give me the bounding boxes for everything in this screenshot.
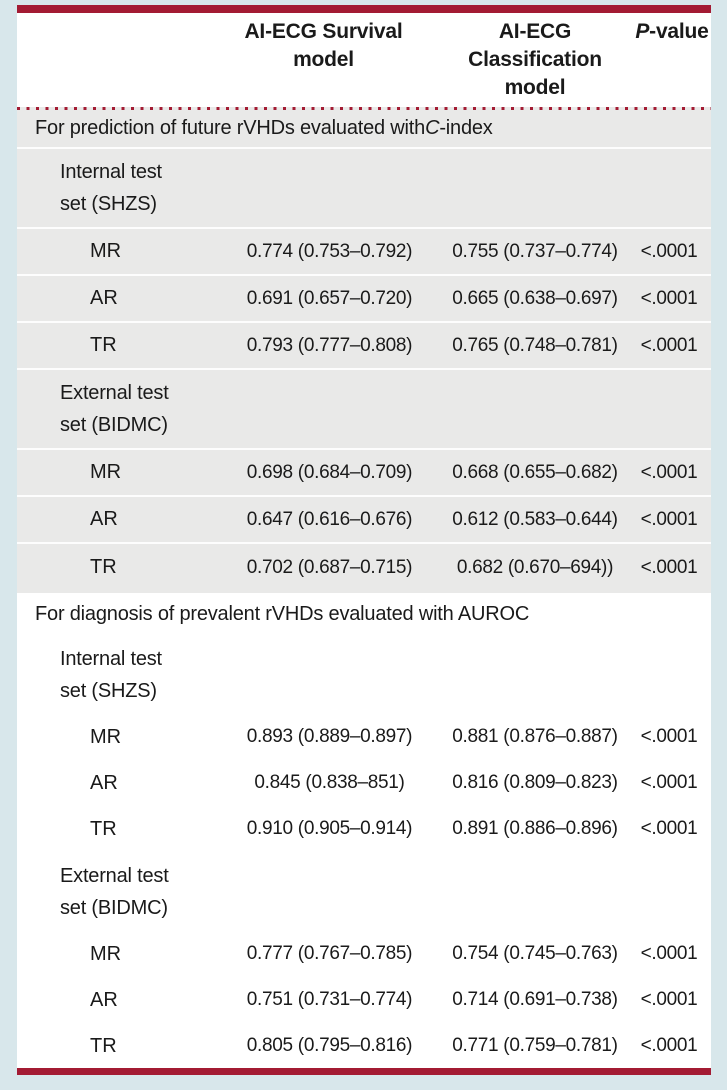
table-row <box>17 229 711 276</box>
group-external-test-set <box>17 852 711 931</box>
group-external-test-set <box>17 370 711 450</box>
classification-value: 0.668 (0.655–0.682) <box>452 461 618 483</box>
table-row <box>17 977 711 1023</box>
results-table <box>17 5 711 1075</box>
row-label: MR <box>90 725 122 748</box>
classification-value: 0.881 (0.876–0.887) <box>452 726 618 747</box>
group-label-line2: set (BIDMC) <box>60 414 168 436</box>
table-row <box>17 450 711 497</box>
group-internal-test-set <box>17 149 711 229</box>
group-label <box>17 156 222 220</box>
classification-value: 0.682 (0.670–694)) <box>456 556 614 578</box>
p-value: <.0001 <box>640 240 698 262</box>
survival-value: 0.805 (0.795–0.816) <box>246 1035 413 1056</box>
group-label-line1: Internal test <box>60 161 162 183</box>
group-label-line1: Internal test <box>60 647 162 670</box>
classification-value: 0.754 (0.745–0.763) <box>452 943 618 964</box>
p-value: <.0001 <box>640 334 698 356</box>
survival-value: 0.793 (0.777–0.808) <box>246 334 413 356</box>
p-value: <.0001 <box>640 287 698 309</box>
table-row <box>17 323 711 370</box>
section-title-text: For diagnosis of prevalent rVHDs evaluated with AUROC <box>35 602 530 625</box>
p-value: <.0001 <box>640 508 698 530</box>
group-label-line2: set (BIDMC) <box>60 896 168 919</box>
table-row <box>17 276 711 323</box>
row-label: AR <box>90 508 118 530</box>
p-value: <.0001 <box>640 772 698 793</box>
row-label: TR <box>90 1034 117 1057</box>
section-c-index <box>17 107 711 593</box>
row-label: AR <box>90 988 118 1011</box>
column-header-classification-model: AI-ECG Classification model <box>468 20 602 99</box>
table-row <box>17 760 711 806</box>
group-label <box>17 377 222 441</box>
row-label: AR <box>90 287 118 309</box>
group-label <box>17 643 222 707</box>
table-row <box>17 497 711 544</box>
classification-value: 0.612 (0.583–0.644) <box>452 508 618 530</box>
group-label-line2: set (SHZS) <box>60 193 157 215</box>
group-internal-test-set <box>17 635 711 714</box>
section-title-text: For prediction of future rVHDs evaluated with <box>35 117 426 139</box>
p-value: <.0001 <box>640 989 698 1010</box>
classification-value: 0.891 (0.886–0.896) <box>452 818 618 839</box>
p-value: <.0001 <box>640 461 698 483</box>
survival-value: 0.698 (0.684–0.709) <box>246 461 413 483</box>
survival-value: 0.774 (0.753–0.792) <box>246 240 413 262</box>
table-row <box>17 806 711 852</box>
p-value-italic-p: P <box>635 20 650 43</box>
p-value-rest: -value <box>649 20 709 43</box>
classification-value: 0.665 (0.638–0.697) <box>452 287 618 309</box>
p-value: <.0001 <box>640 556 698 578</box>
table-row <box>17 544 711 591</box>
row-label: TR <box>90 817 117 840</box>
p-value: <.0001 <box>640 1035 698 1056</box>
section-title-suffix: -index <box>439 117 493 139</box>
classification-value: 0.765 (0.748–0.781) <box>452 334 618 356</box>
classification-value: 0.714 (0.691–0.738) <box>452 989 618 1010</box>
row-label: TR <box>90 334 117 356</box>
section-auroc <box>17 593 711 1072</box>
row-label: AR <box>90 771 118 794</box>
table-header-row <box>17 13 711 103</box>
classification-value: 0.816 (0.809–0.823) <box>452 772 618 793</box>
p-value: <.0001 <box>640 818 698 839</box>
survival-value: 0.910 (0.905–0.914) <box>246 818 413 839</box>
classification-value: 0.755 (0.737–0.774) <box>452 240 618 262</box>
row-label: MR <box>90 942 122 965</box>
group-label <box>17 860 222 924</box>
survival-value: 0.893 (0.889–0.897) <box>246 726 413 747</box>
row-label: MR <box>90 240 122 262</box>
section-title-italic: C <box>425 117 440 139</box>
p-value: <.0001 <box>640 726 698 747</box>
table-row <box>17 714 711 760</box>
survival-value: 0.702 (0.687–0.715) <box>246 556 413 578</box>
survival-value: 0.691 (0.657–0.720) <box>246 287 413 309</box>
section-title-c-index <box>17 110 711 149</box>
table-row <box>17 1023 711 1069</box>
survival-value: 0.751 (0.731–0.774) <box>246 989 413 1010</box>
survival-value: 0.647 (0.616–0.676) <box>246 508 413 530</box>
table-row <box>17 931 711 977</box>
survival-value: 0.845 (0.838–851) <box>254 772 405 793</box>
group-label-line1: External test <box>60 382 169 404</box>
group-label-line2: set (SHZS) <box>60 679 157 702</box>
column-header-p-value <box>633 18 711 46</box>
row-label: TR <box>90 556 117 578</box>
column-header-survival-model: AI-ECG Survival model <box>244 20 403 71</box>
row-label: MR <box>90 461 122 483</box>
survival-value: 0.777 (0.767–0.785) <box>246 943 413 964</box>
classification-value: 0.771 (0.759–0.781) <box>452 1035 618 1056</box>
p-value: <.0001 <box>640 943 698 964</box>
group-label-line1: External test <box>60 864 169 887</box>
section-title-auroc <box>17 593 711 635</box>
